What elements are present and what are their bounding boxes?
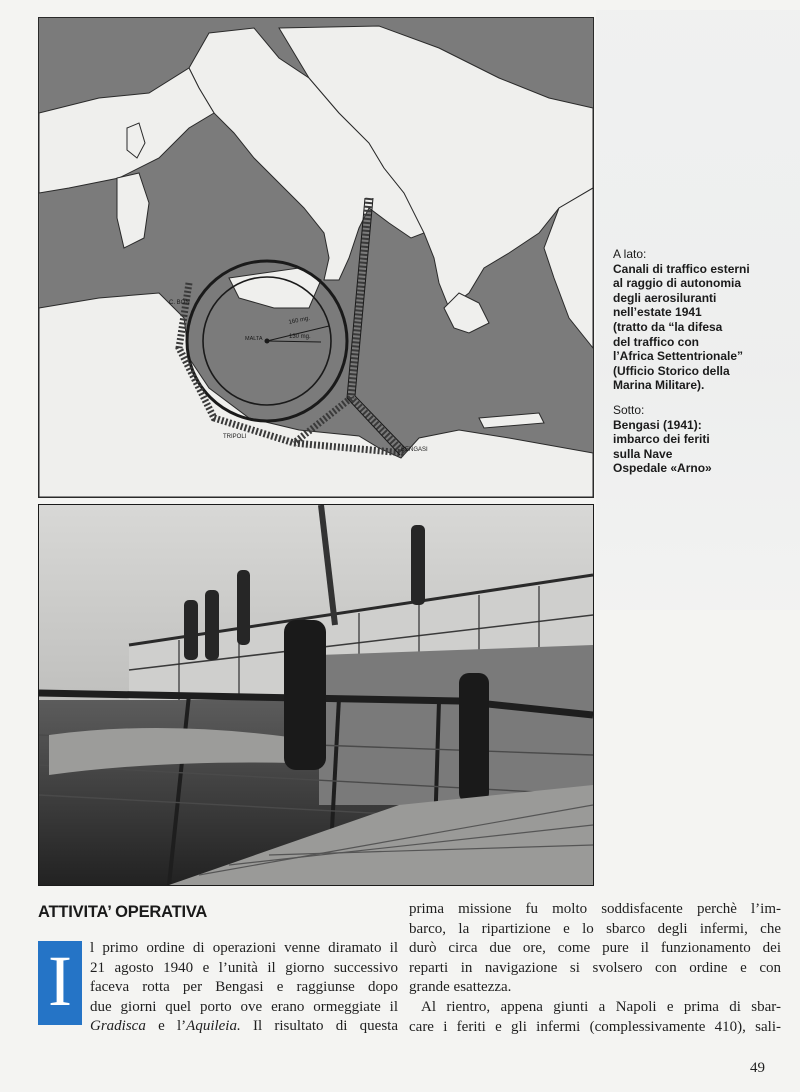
paragraph-2 bbox=[409, 998, 781, 1037]
text-line: faceva rotta per Bengasi e raggiunse dopo bbox=[90, 979, 398, 996]
text-line: due giorni quel porto ove erano ormeggiate il bbox=[90, 998, 398, 1015]
map-label-malta: MALTA bbox=[245, 336, 263, 342]
paragraph-1-continued bbox=[409, 900, 781, 998]
map-illustration bbox=[39, 18, 593, 497]
text-line: care i feriti e gli infermi (complessivamente 410), sali- bbox=[409, 1018, 781, 1035]
text-line: barco, la ripartizione e lo sbarco degli infermi, che bbox=[409, 920, 781, 937]
traffic-routes-map bbox=[38, 17, 594, 498]
map-caption-lead: A lato: bbox=[613, 247, 647, 261]
text-line: prima missione fu molto soddisfacente perchè l’im- bbox=[409, 901, 781, 917]
map-label-cape-bon: C. BON bbox=[169, 300, 190, 306]
text-line: grande esattezza. bbox=[409, 979, 512, 996]
body-column-right bbox=[409, 900, 781, 1037]
photo-caption-lead: Sotto: bbox=[613, 403, 645, 417]
text-line bbox=[38, 1017, 398, 1037]
map-label-tripoli: TRIPOLI bbox=[223, 434, 247, 440]
section-heading: ATTIVITA’ OPERATIVA bbox=[38, 903, 208, 921]
text-line: 21 agosto 1940 e l’unità il giorno successivo bbox=[90, 959, 398, 976]
text-fragment: e l’ bbox=[145, 1018, 187, 1035]
photo-caption bbox=[613, 403, 773, 476]
text-line: l primo ordine di operazioni venne diramato il bbox=[90, 940, 398, 956]
body-column-left bbox=[38, 939, 398, 1037]
ship-name-gradisca: Gradisca bbox=[90, 1018, 146, 1035]
ship-hull bbox=[319, 645, 593, 805]
map-caption bbox=[613, 247, 773, 393]
text-line: reparti in navigazione si svolsero con ordine e con bbox=[409, 959, 781, 976]
map-caption-body: Canali di traffico esterni al raggio di autonomia degli aerosiluranti nell’estate 1941 (tratto da “la difesa del traffico con l’Africa Settentrionale” (Ufficio Storico della Marina Militare). bbox=[613, 261, 750, 393]
paragraph-1 bbox=[38, 939, 398, 1037]
page-number: 49 bbox=[750, 1060, 765, 1076]
map-label-range-outer: 160 mg. bbox=[288, 315, 311, 326]
drop-cap: I bbox=[38, 941, 82, 1025]
map-label-bengasi: BENGASI bbox=[401, 447, 428, 453]
photo-caption-body: Bengasi (1941): imbarco dei feriti sulla Nave Ospedale «Arno» bbox=[613, 417, 712, 476]
text-line: durò circa due ore, come pure il funzionamento dei bbox=[409, 940, 781, 957]
map-label-range-inner: 130 mg. bbox=[289, 334, 311, 340]
ship-name-aquileia: Aquileia. bbox=[186, 1018, 241, 1035]
malta-dot bbox=[265, 339, 270, 344]
hospital-ship-photo bbox=[38, 504, 594, 886]
text-fragment: Il risultato di questa bbox=[240, 1018, 399, 1035]
text-line: Al rientro, appena giunti a Napoli e prima di sbar- bbox=[421, 998, 781, 1015]
photo-illustration bbox=[39, 505, 593, 885]
